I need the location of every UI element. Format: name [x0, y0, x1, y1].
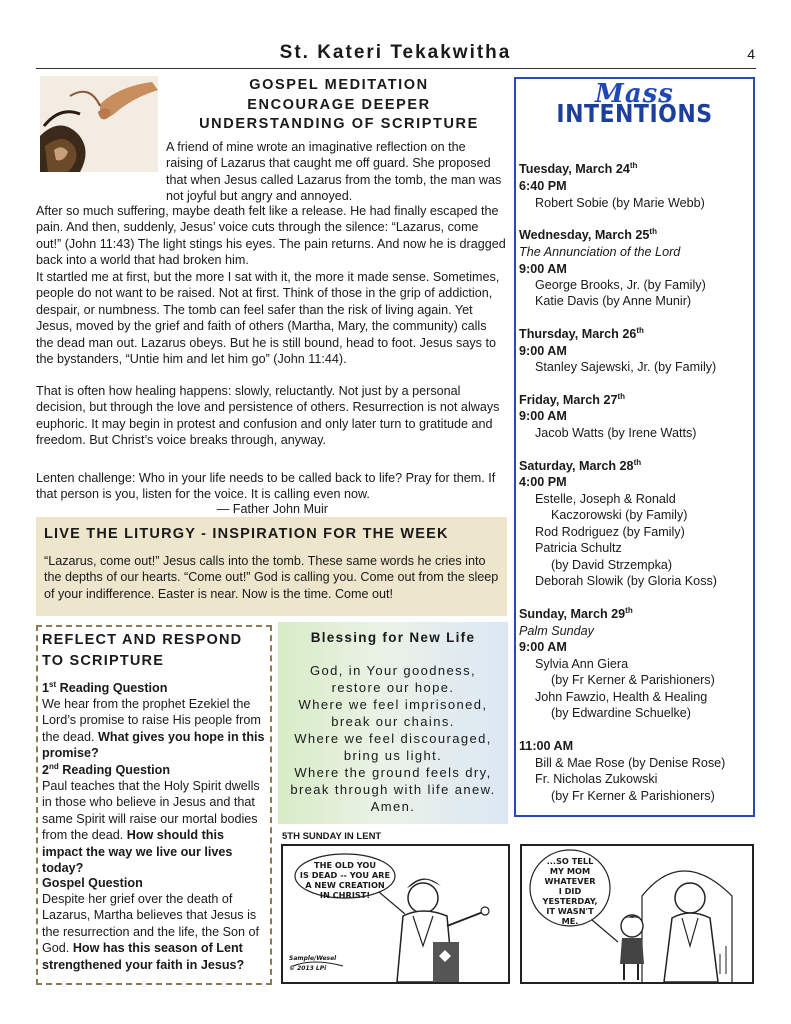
- artist-name: Sample/Wesel: [289, 955, 337, 962]
- heading-line: GOSPEL MEDITATION: [249, 77, 429, 93]
- bubble-line: IT WASN'T: [546, 906, 594, 916]
- bubble-line: ...SO TELL: [546, 856, 594, 866]
- mass-intention: Patricia Schultz: [535, 541, 622, 555]
- meditation-paragraph: A friend of mine wrote an imaginative reflection on the raising of Lazarus that caught me off guard. She proposed that when Jesus called Lazarus from the tomb, the man was not joyful but angry and annoyed.: [166, 140, 502, 204]
- mass-time: 4:00 PM: [519, 475, 567, 489]
- bubble-line: ME.: [561, 916, 579, 926]
- speech-bubble-priest: [297, 860, 393, 900]
- page-number: 4: [747, 46, 755, 62]
- mass-intention: Bill & Mae Rose (by Denise Rose): [535, 756, 726, 770]
- mass-intention-cont: (by Edwardine Schuelke): [551, 706, 692, 720]
- second-reading-question: Paul teaches that the Holy Spirit dwells in those who believe in Jesus and that same Spirit will raise our mortal bodies from the dead. How should this impact the way we live our lives today?: [42, 779, 260, 876]
- mass-intention: Robert Sobie (by Marie Webb): [535, 196, 705, 210]
- mass-time: 9:00 AM: [519, 409, 567, 423]
- mass-intention-cont: (by Fr Kerner & Parishioners): [551, 789, 715, 803]
- mass-intention: Katie Davis (by Anne Munir): [535, 294, 692, 308]
- mass-time: 9:00 AM: [519, 344, 567, 358]
- bubble-line: MY MOM: [549, 866, 591, 876]
- bubble-line: IN CHRIST!: [319, 890, 371, 900]
- lenten-challenge: Lenten challenge: Who in your life needs to be called back to life? Pray for them. If that person is you, listen for the voice. It is calling even now.: [36, 471, 496, 502]
- liturgy-body: “Lazarus, come out!” Jesus calls into the tomb. These same words he cries into the depths of our hearts. “Come out!” God is calling you. Come out from the sleep of your indifference. Easter is near. Now is the time. Come out!: [44, 554, 499, 601]
- meditation-paragraph: It startled me at first, but the more I sat with it, the more it made sense. Sometimes, people do not want to be raised. Not at first. Think of those in the grip of addiction, despair, or numbness. The tomb can feel safer than the risk of living again. Yet Jesus, moved by the grief and faith of others (Martha, Mary, the community) calls the dead man out. Lazarus obeys. But he is still bound, head to foot. Jesus says to the bystanders, “Untie him and let him go” (John 11:44).: [36, 270, 500, 367]
- mass-intentions-title: INTENTIONS: [556, 100, 713, 129]
- gospel-meditation-heading: [186, 76, 492, 135]
- mass-intention: George Brooks, Jr. (by Family): [535, 278, 706, 292]
- comic-panel-priest: [281, 844, 510, 984]
- mass-intention-cont: (by Fr Kerner & Parishioners): [551, 673, 715, 687]
- bubble-line: IS DEAD -- YOU ARE: [299, 870, 391, 880]
- mass-day: Friday, March 27th: [519, 391, 626, 407]
- feast-name: The Annunciation of the Lord: [519, 245, 681, 259]
- blessing-line: Amen.: [370, 799, 416, 814]
- speech-bubble-boy: [532, 856, 608, 926]
- mass-time: 9:00 AM: [519, 640, 567, 654]
- copyright: © 2013 LPi: [289, 965, 327, 972]
- blessing-line: break our chains.: [331, 714, 455, 729]
- mass-time: 9:00 AM: [519, 262, 567, 276]
- mass-intention: Estelle, Joseph & Ronald: [535, 492, 676, 506]
- comic-signature: [289, 954, 336, 974]
- reflect-title: REFLECT AND RESPOND TO SCRIPTURE: [42, 632, 243, 669]
- blessing-line: break through with life anew.: [290, 782, 496, 797]
- second-reading-heading: 2nd Reading Question: [42, 761, 171, 777]
- mass-intention: Rod Rodriguez (by Family): [535, 525, 685, 539]
- meditation-paragraph: After so much suffering, maybe death felt like a release. He had finally escaped the pain. And then, suddenly, Jesus’ voice cuts through the silence: “Lazarus, come out!” (John 11:43) The light stings his eyes. The pain returns. And now he is dragged back into a world that had broken him.: [36, 204, 506, 268]
- blessing-line: Where we feel discouraged,: [294, 731, 492, 746]
- mass-day: Saturday, March 28th: [519, 457, 642, 473]
- comic-panel-boy: [520, 844, 754, 984]
- gospel-question-heading: Gospel Question: [42, 876, 143, 890]
- meditation-paragraph: That is often how healing happens: slowly, reluctantly. Not just by a personal decision, but through the love and persistence of others. Resurrection is not always euphoric. It may begin in protest and confusion and only later turn to gratitude and freedom. But Christ’s voice breaks through, anyway.: [36, 384, 500, 448]
- blessing-line: God, in Your goodness,: [310, 663, 476, 678]
- mass-time: 6:40 PM: [519, 179, 567, 193]
- heading-line: UNDERSTANDING OF SCRIPTURE: [199, 116, 479, 132]
- lazarus-illustration: [40, 76, 158, 172]
- liturgy-title: LIVE THE LITURGY - INSPIRATION FOR THE WEEK: [44, 526, 449, 542]
- first-reading-heading: 1st Reading Question: [42, 679, 168, 695]
- blessing-line: bring us light.: [343, 748, 443, 763]
- page-title: St. Kateri Tekakwitha: [279, 42, 512, 63]
- mass-day: Sunday, March 29th: [519, 605, 633, 621]
- author-signature: — Father John Muir: [216, 502, 328, 516]
- bubble-line: YESTERDAY,: [542, 896, 598, 906]
- mass-intention: Sylvia Ann Giera: [535, 657, 629, 671]
- bubble-line: WHATEVER: [544, 876, 596, 886]
- mass-intention: Stanley Sajewski, Jr. (by Family): [535, 360, 717, 374]
- mass-time: 11:00 AM: [519, 739, 574, 753]
- mass-intention-cont: (by David Strzempka): [551, 558, 673, 572]
- header-divider: [36, 68, 756, 69]
- blessing-line: Where we feel imprisoned,: [298, 697, 488, 712]
- blessing-line: Where the ground feels dry,: [294, 765, 492, 780]
- gospel-question: Despite her grief over the death of Lazarus, Martha believes that Jesus is the resurrection and the life, the Son of God. How has this season of Lent strengthened your faith in Jesus?: [42, 892, 260, 972]
- feast-name: Palm Sunday: [519, 624, 594, 638]
- mass-intention: John Fawzio, Health & Healing: [535, 690, 708, 704]
- mass-intentions-title-script: Mass: [595, 79, 674, 109]
- heading-line: ENCOURAGE DEEPER: [247, 96, 431, 113]
- bubble-line: I DID: [558, 886, 582, 896]
- mass-day: Wednesday, March 25th: [519, 226, 657, 242]
- blessing-line: restore our hope.: [331, 680, 455, 695]
- mass-day: Thursday, March 26th: [519, 325, 644, 341]
- comic-label: 5TH SUNDAY IN LENT: [282, 831, 382, 842]
- mass-intention: Fr. Nicholas Zukowski: [535, 772, 658, 786]
- bubble-line: THE OLD YOU: [314, 860, 376, 870]
- mass-intention: Deborah Slowik (by Gloria Koss): [535, 574, 717, 588]
- mass-intention-cont: Kaczorowski (by Family): [551, 508, 688, 522]
- mass-day: Tuesday, March 24th: [519, 160, 638, 176]
- blessing-title: Blessing for New Life: [310, 630, 476, 645]
- mass-intention: Jacob Watts (by Irene Watts): [535, 426, 697, 440]
- blessing-text: [278, 662, 508, 815]
- bubble-line: A NEW CREATION: [305, 880, 385, 890]
- first-reading-question: We hear from the prophet Ezekiel the Lord’s promise to raise His people from the dead. What gives you hope in this promise?: [42, 697, 265, 761]
